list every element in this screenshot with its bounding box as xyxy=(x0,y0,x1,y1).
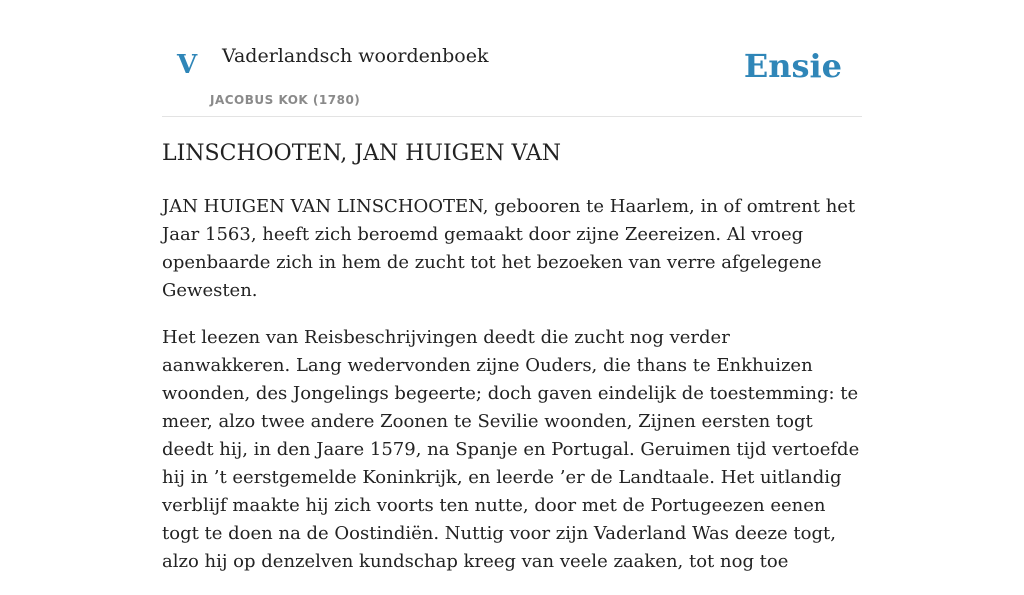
entry-content xyxy=(162,193,862,595)
entry-title: LINSCHOOTEN, JAN HUIGEN VAN xyxy=(162,141,562,166)
brand-logo[interactable]: Ensie xyxy=(743,47,842,85)
book-title[interactable]: Vaderlandsch woordenboek xyxy=(222,45,489,67)
paragraph: Het leezen van Reisbeschrijvingen deedt die zucht nog verder aanwakkeren. Lang wedervonden zijne Ouders, die thans te Enkhuizen woonden, des Jongelings begeerte; doch gaven eindelijk de toestemming: te meer, alzo twee andere Zoonen te Sevilie woonden, Zijnen eersten togt deedt hij, in den Jaare 1579, na Spanje en Portugal. Geruimen tijd vertoefde hij in ’t eerstgemelde Koninkrijk, en leerde ’er de Landtaale. Het uitlandig verblijf maakte hij zich voorts ten nutte, door met de Portugeezen eenen togt te doen na de Oostindiën. Nuttig voor zijn Vaderland Was deeze togt, alzo hij op denzelven kundschap kreeg van veele zaaken, tot nog toe xyxy=(162,327,860,572)
book-author: JACOBUS KOK (1780) xyxy=(210,93,361,107)
letter-badge[interactable]: V xyxy=(177,50,198,80)
header xyxy=(162,0,862,117)
paragraph: JAN HUIGEN VAN LINSCHOOTEN, gebooren te Haarlem, in of omtrent het Jaar 1563, heeft zich beroemd gemaakt door zijne Zeereizen. Al vroeg openbaarde zich in hem de zucht tot het bezoeken van verre afgelegene Gewesten. xyxy=(162,196,856,301)
